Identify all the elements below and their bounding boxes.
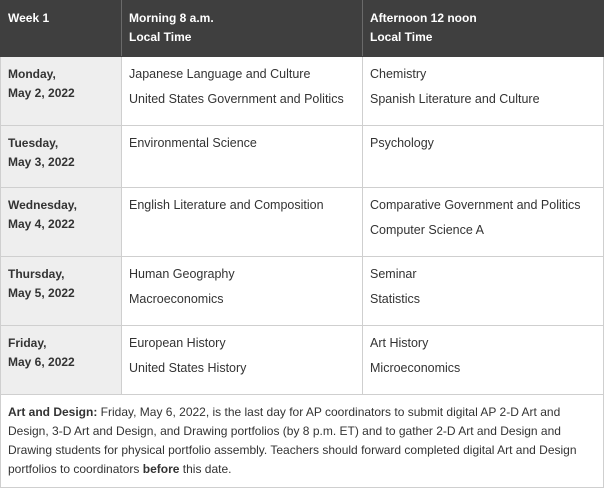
table-row bbox=[1, 188, 604, 257]
exam-subject: Computer Science A bbox=[370, 223, 484, 237]
art-and-design-note bbox=[1, 395, 604, 488]
table-row bbox=[1, 126, 604, 188]
day-cell bbox=[1, 57, 122, 126]
exam-subject: Seminar bbox=[370, 267, 417, 281]
day-name: Friday, bbox=[8, 336, 47, 350]
day-cell bbox=[1, 126, 122, 188]
morning-cell bbox=[122, 326, 363, 395]
afternoon-local-time-label: Local Time bbox=[370, 30, 433, 44]
morning-cell bbox=[122, 257, 363, 326]
afternoon-cell bbox=[363, 326, 604, 395]
exam-subject: United States Government and Politics bbox=[129, 92, 344, 106]
exam-subject: Macroeconomics bbox=[129, 292, 224, 306]
afternoon-time-label: Afternoon 12 noon bbox=[370, 11, 477, 25]
day-date: May 6, 2022 bbox=[8, 355, 75, 369]
exam-subject: Chemistry bbox=[370, 67, 427, 81]
note-text: Friday, May 6, 2022, is the last day for AP coordinators to submit digital AP 2-D Art and Design, 3-D Art and Design, and Drawing portfolios (by 8 p.m. ET) and to gather 2-D Art and Design and Drawing students for physical portfolio assembly. Teachers should forward completed digital Art and Design portfolios to coordinators bbox=[8, 405, 577, 476]
afternoon-cell bbox=[363, 188, 604, 257]
table-row bbox=[1, 326, 604, 395]
exam-subject: Art History bbox=[370, 336, 429, 350]
table-row bbox=[1, 257, 604, 326]
exam-subject: European History bbox=[129, 336, 226, 350]
day-name: Thursday, bbox=[8, 267, 65, 281]
day-date: May 2, 2022 bbox=[8, 86, 75, 100]
header-row bbox=[1, 1, 604, 57]
exam-subject: Comparative Government and Politics bbox=[370, 198, 581, 212]
exam-subject: Environmental Science bbox=[129, 136, 257, 150]
day-cell bbox=[1, 326, 122, 395]
note-row bbox=[1, 395, 604, 488]
morning-cell bbox=[122, 126, 363, 188]
afternoon-cell bbox=[363, 126, 604, 188]
day-date: May 5, 2022 bbox=[8, 286, 75, 300]
day-name: Wednesday, bbox=[8, 198, 77, 212]
exam-subject: Japanese Language and Culture bbox=[129, 67, 311, 81]
exam-subject: Statistics bbox=[370, 292, 421, 306]
morning-time-label: Morning 8 a.m. bbox=[129, 11, 214, 25]
exam-subject: United States History bbox=[129, 361, 247, 375]
exam-subject: Psychology bbox=[370, 136, 434, 150]
note-emphasis: before bbox=[142, 462, 180, 476]
morning-header bbox=[122, 1, 363, 57]
afternoon-header bbox=[363, 1, 604, 57]
note-label: Art and Design: bbox=[8, 405, 98, 419]
day-name: Tuesday, bbox=[8, 136, 59, 150]
morning-cell bbox=[122, 57, 363, 126]
day-date: May 3, 2022 bbox=[8, 155, 75, 169]
afternoon-cell bbox=[363, 257, 604, 326]
morning-local-time-label: Local Time bbox=[129, 30, 192, 44]
exam-subject: Microeconomics bbox=[370, 361, 461, 375]
table-row bbox=[1, 57, 604, 126]
day-date: May 4, 2022 bbox=[8, 217, 75, 231]
day-name: Monday, bbox=[8, 67, 56, 81]
day-cell bbox=[1, 188, 122, 257]
week-label: Week 1 bbox=[8, 11, 50, 25]
note-text-end: this date. bbox=[179, 462, 232, 476]
day-cell bbox=[1, 257, 122, 326]
morning-cell bbox=[122, 188, 363, 257]
exam-subject: English Literature and Composition bbox=[129, 198, 324, 212]
exam-subject: Spanish Literature and Culture bbox=[370, 92, 540, 106]
afternoon-cell bbox=[363, 57, 604, 126]
week-header bbox=[1, 1, 122, 57]
exam-subject: Human Geography bbox=[129, 267, 235, 281]
